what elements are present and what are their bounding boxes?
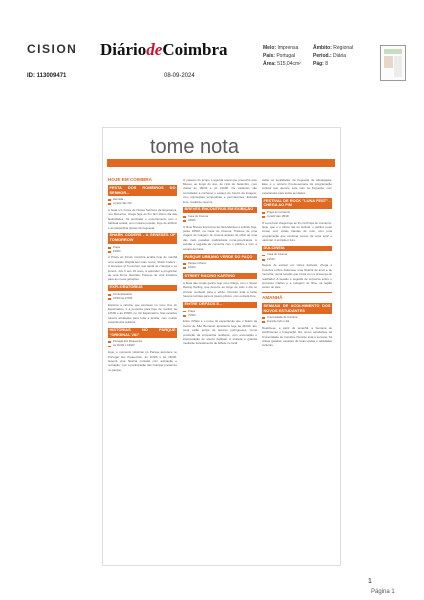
meta-value: Portugal: [276, 52, 295, 59]
meta-value: Diária: [333, 52, 347, 59]
meta-value: Regional: [333, 45, 354, 51]
section-kicker: AMANHÃ: [262, 294, 283, 300]
event-detail: Praça: [183, 310, 257, 314]
clipping-date: 08-09-2024: [164, 73, 195, 79]
thumbnail-text: [394, 56, 402, 77]
meta-label: Área:: [263, 60, 276, 67]
event-detail: A partir das 18h00: [262, 215, 332, 219]
event-heading: BREVES ENCONTROS EM EXIBIÇÃO: [183, 207, 257, 213]
meta-row: [263, 61, 301, 69]
event-paragraph: Depois de estrear em vários festivais, chega a Coimbra o filme Dulcineia, uma história de amor e de memória, numa sessão que conta com a presença do realizador. A sessão é seguida de conversa sobre o processo criativo e a rodagem do filme na região centro do país.: [262, 263, 332, 290]
article-column-3: [262, 176, 332, 350]
meta-label: País:: [263, 52, 275, 59]
publication-name-part3: Coimbra: [162, 40, 228, 59]
event-heading: FESTA DOS ROMEIROS DO SENHOR...: [109, 184, 176, 195]
thumbnail-band: [384, 49, 402, 54]
meta-row: [263, 45, 301, 53]
event-paragraph: A festa em honra de Nossa Senhora da Esperança, nos Romeiros, chega hoje ao fim. Em último dia das festividades, há procissão e encerramento com o habitual arraial, com música popular, fogo de artifício e as tasquinhas típicas da freguesia.: [108, 207, 177, 230]
publication-name: [100, 40, 228, 60]
event-detail: Praça: [108, 246, 177, 250]
event-detail: Hermida: [108, 198, 177, 202]
event-detail: Praça do Comércio: [262, 211, 332, 215]
meta-value: 515,04cm²: [277, 60, 301, 67]
section-kicker: HOJE EM COIMBRA: [108, 177, 152, 182]
event-detail: 10h00: [108, 250, 177, 254]
event-paragraph: O passeio do tempo e agenda anual que preenche este Museu, ao longo do ano, do ciclo de Setembro, com visitas às 19h00 e às 21h00. Os visitantes são convidados a conhecer o espaço do Centro da Imagem, com exposições temporárias e permanentes. Entrada livre, mediante reserva.: [183, 177, 257, 204]
event-paragraph: Hoje, o momento Histórias no Parque acontece no Portugal dos Pequenitos, às 11h00 e às 16h00. Haverá uma história contada com animação e recriação, com a participação das crianças presentes no parque.: [108, 350, 177, 372]
event-detail: UC Exploratório: [108, 293, 177, 297]
meta-label: Period.:: [313, 52, 332, 59]
event-heading: FESTIVAL DE ROCK "LUNA FEST" - CHEGA AO FIM: [263, 197, 331, 208]
meta-label: Pág:: [313, 60, 324, 67]
meta-row: [313, 53, 353, 61]
meta-block-left: [263, 45, 301, 68]
event-paragraph: Realiza-se, a partir de amanhã, a Semana de Acolhimento e Integração dos novos estudantes da Universidade de Coimbra. Durante toda a semana, há visitas guiadas, sessões de boas-vindas e atividades culturais.: [262, 325, 332, 348]
event-detail: 18h00: [183, 219, 257, 223]
event-paragraph: todas as localidades da freguesia de Almalaguês. Este é o terceiro fim-de-semana da programação cultural que decorre este mês na freguesia, com espetáculos para todas as idades.: [262, 177, 332, 195]
meta-row: [313, 61, 353, 69]
event-paragraph: Entre Orfãos é o nome do espectáculo que o Teatro da Cerca de São Bernardo apresenta hoje às 21h00. Em cena estão textos de autores portugueses, numa produção da companhia residente, com encenação e interpretação do elenco habitual. A entrada é gratuita mediante levantamento de bilhete no local.: [183, 319, 257, 346]
event-heading: ENTRE ORFÃOS E...: [183, 302, 257, 308]
event-detail: Casa do Cinema: [262, 253, 332, 257]
event-heading: DULCINEIA: [262, 246, 332, 252]
event-heading: SEMANA DE ACOLHIMENTO DOS NOVOS ESTUDANTES: [263, 302, 331, 313]
article-column-2: [183, 176, 257, 348]
event-detail: 21h30: [262, 258, 332, 262]
event-detail: 10h00: [183, 266, 257, 270]
meta-value: Imprensa: [277, 45, 299, 51]
section-title-bar: [107, 159, 335, 167]
event-paragraph: O Luna Fest chega hoje ao fim na Praça do Comércio. Hoje, que é o último dia do festival, o público pode contar com várias bandas de rock, com uma programação que combina nomes da cena local e nacional. A entrada é livre.: [262, 220, 332, 243]
event-detail: Às 11h00 e 16h00: [108, 344, 177, 348]
event-paragraph: A festa das motas ganha hoje novo fôlego, com o Street Racing Karting, que decorre ao longo de todo o dia no circuito montado para o efeito. Durante toda a tarde haverá corridas para os jovens pilotos, com entrada livre.: [183, 281, 257, 299]
meta-label: Meio:: [263, 45, 277, 51]
event-paragraph: O filme Breves Encontros de Nina Menkes é exibido hoje, pelas 18h00, na Casa do Cinema. Trata-se de uma viagem às imagens do cinema através do olhar de uma das mais ousadas realizadoras norte-americanas. A sessão é seguida de conversa com o público e com a equipa da Casa.: [183, 224, 257, 251]
article-column-1: [108, 176, 177, 374]
event-heading: EXPLORATORIUS: [108, 285, 177, 291]
event-heading: SHARK CODERS - A GENESES OF TOMORROW: [109, 232, 176, 243]
event-detail: Portugal dos Pequenitos: [108, 340, 177, 344]
meta-block-right: [313, 45, 353, 68]
event-detail: Casa do Cinema: [183, 215, 257, 219]
event-detail: Universidade de Coimbra: [262, 316, 332, 320]
event-detail: 21h00: [183, 314, 257, 318]
section-divider: [262, 292, 332, 293]
meta-value: 8: [325, 60, 329, 67]
event-heading: HISTÓRIAS NO PARQUE "ORIGINAL VAI": [109, 327, 176, 337]
event-paragraph: Explorar a ciência, que acontece no novo Ovo do Exploratório, é a proposta para hoje de manhã, às 10h00 e às 15h00, no UC Exploratório. Nas sessões haverá atividades para toda a família, com muitas experiências práticas.: [108, 302, 177, 325]
event-detail: A partir das 21h: [108, 202, 177, 206]
event-detail: Durante todo o dia: [262, 320, 332, 324]
event-heading: PARQUE URBANO VERDE DO PAÇO: [183, 254, 257, 260]
publication-name-part1: Diário: [100, 40, 147, 59]
event-detail: 10h00 às 17h00: [108, 297, 177, 301]
page-label: Página 1: [371, 589, 395, 595]
meta-row: [263, 53, 301, 61]
publication-name-part2: de: [146, 40, 163, 59]
event-detail: Parque Urbano: [183, 262, 257, 266]
meta-row: [313, 45, 353, 53]
meta-label: Âmbito:: [313, 45, 332, 51]
clipping-id: ID: 113009471: [27, 73, 67, 79]
cision-logo: CISION: [27, 42, 78, 56]
section-title: tome nota: [150, 136, 239, 158]
event-paragraph: A Praça do Fórum Coimbra acolhe hoje de manhã uma sessão dirigida aos mais novos, Shark Coders - A Geneses of Tomorrow, que ajuda as crianças e os jovens, dos 6 aos 15 anos, a aprender a programar de uma forma divertida. Trata-se de uma iniciativa para as novas gerações.: [108, 255, 177, 282]
thumbnail-photo: [384, 56, 393, 68]
event-heading: STREET RACING KARTING: [183, 273, 257, 279]
page-thumbnail[interactable]: [380, 45, 406, 81]
page-number: 1: [368, 578, 372, 585]
